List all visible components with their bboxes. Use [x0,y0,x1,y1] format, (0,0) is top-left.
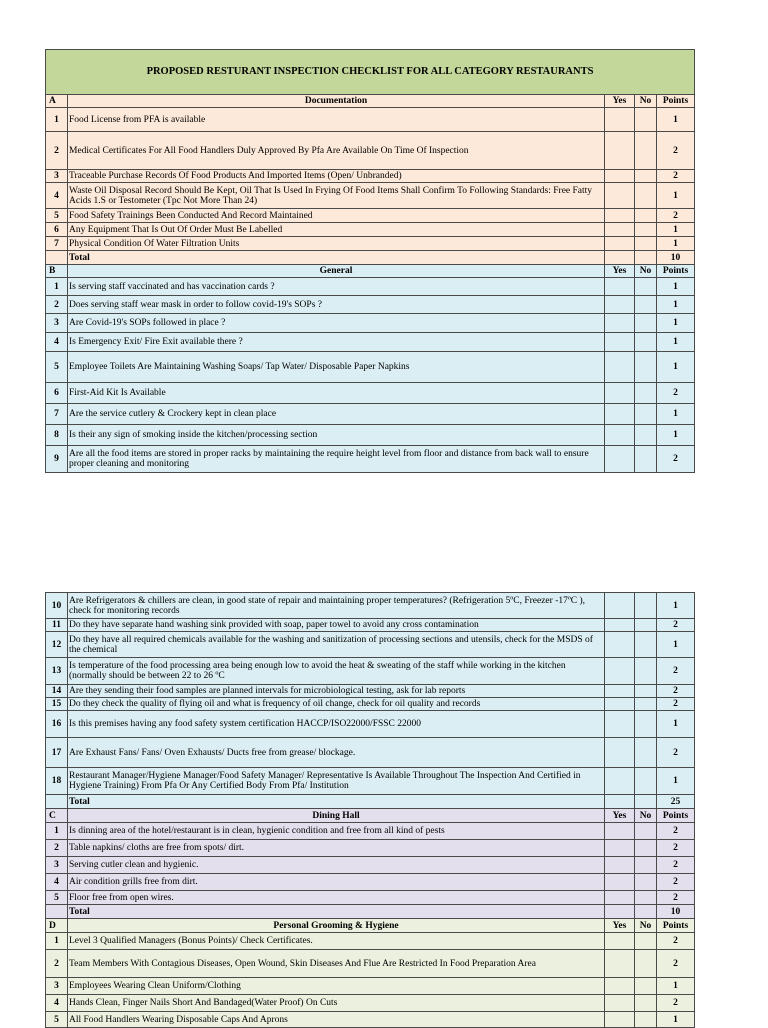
yes-checkbox-cell[interactable] [605,823,635,840]
item-number: 4 [46,333,68,352]
yes-checkbox-cell[interactable] [605,632,635,658]
item-number: 1 [46,278,68,296]
yes-checkbox-cell[interactable] [605,352,635,383]
yes-checkbox-cell[interactable] [605,768,635,795]
item-points: 2 [657,874,695,891]
yes-checkbox-cell[interactable] [605,933,635,950]
item-points: 2 [657,738,695,768]
yes-checkbox-cell[interactable] [605,404,635,425]
item-number: 7 [46,404,68,425]
section-name: Dining Hall [68,809,605,823]
points-header: Points [657,265,695,278]
item-number: 4 [46,874,68,891]
yes-checkbox-cell[interactable] [605,209,635,223]
checklist-table-page-top [45,49,695,473]
section-name: General [68,265,605,278]
table-row [46,296,695,314]
item-text: Are they sending their food samples are planned intervals for microbiological testing, ask for lab reports [68,685,605,698]
item-points: 1 [657,1012,695,1028]
yes-checkbox-cell[interactable] [605,891,635,905]
table-row [46,425,695,446]
item-text: Are Refrigerators & chillers are clean, in good state of repair and maintaining proper temperatures? (Refrigeration 5ºC, Freezer -17ºC ), check for monitoring records [68,593,605,619]
yes-checkbox-cell[interactable] [605,223,635,237]
table-row [46,632,695,658]
total-label: Total [68,905,605,919]
yes-checkbox-cell[interactable] [605,296,635,314]
points-header: Points [657,95,695,108]
item-text: Do they have all required chemicals available for the washing and sanitization of processing sections and utensils, check for the MSDS of the chemical [68,632,605,658]
item-points: 2 [657,857,695,874]
item-text: Do they have separate hand washing sink provided with soap, paper towel to avoid any cross contamination [68,619,605,632]
no-header: No [635,919,657,933]
checklist-title: PROPOSED RESTURANT INSPECTION CHECKLIST FOR ALL CATEGORY RESTAURANTS [46,50,695,95]
item-text: Does serving staff wear mask in order to follow covid-19's SOPs ? [68,296,605,314]
section-header-dining-hall [46,809,695,823]
no-checkbox-cell[interactable] [635,823,657,840]
yes-checkbox-cell[interactable] [605,738,635,768]
no-checkbox-cell[interactable] [635,237,657,251]
yes-checkbox-cell[interactable] [605,108,635,132]
no-header: No [635,809,657,823]
yes-checkbox-cell[interactable] [605,995,635,1012]
total-value: 10 [657,251,695,265]
item-number: 16 [46,711,68,738]
item-points: 2 [657,170,695,183]
yes-checkbox-cell[interactable] [605,950,635,978]
total-row [46,795,695,809]
table-row [46,314,695,333]
yes-checkbox-cell[interactable] [605,314,635,333]
section-name: Personal Grooming & Hygiene [68,919,605,933]
table-row [46,383,695,404]
item-text: Are all the food items are stored in proper racks by maintaining the require height level from floor and distance from back wall to ensure proper cleaning and monitoring [68,446,605,473]
item-text: First-Aid Kit Is Available [68,383,605,404]
no-checkbox-cell[interactable] [635,404,657,425]
no-checkbox-cell[interactable] [635,170,657,183]
total-row [46,251,695,265]
yes-header: Yes [605,95,635,108]
no-checkbox-cell[interactable] [635,296,657,314]
item-points: 1 [657,768,695,795]
table-row [46,840,695,857]
item-points: 2 [657,950,695,978]
table-row [46,823,695,840]
item-text: Is serving staff vaccinated and has vaccination cards ? [68,278,605,296]
points-header: Points [657,809,695,823]
item-number: 2 [46,296,68,314]
yes-checkbox-cell[interactable] [605,333,635,352]
item-number: 13 [46,658,68,685]
item-text: Waste Oil Disposal Record Should Be Kept, Oil That Is Used In Frying Of Food Items Shall Confirm To Following Standards: Free Fatty Acids 1.S or Testometer (Tpc Not More Than 24) [68,183,605,209]
yes-checkbox-cell[interactable] [605,711,635,738]
table-row [46,978,695,995]
table-row [46,768,695,795]
table-row [46,237,695,251]
no-checkbox-cell[interactable] [635,446,657,473]
item-text: Any Equipment That Is Out Of Order Must Be Labelled [68,223,605,237]
item-number: 3 [46,170,68,183]
table-row [46,404,695,425]
no-checkbox-cell[interactable] [635,933,657,950]
item-text: Physical Condition Of Water Filtration Units [68,237,605,251]
item-text: Restaurant Manager/Hygiene Manager/Food Safety Manager/ Representative Is Available Throughout The Inspection And Certified in Hygiene Training) From Pfa Or Any Certified Body From Pfa/ Institution [68,768,605,795]
item-points: 2 [657,685,695,698]
table-row [46,278,695,296]
item-number: 1 [46,933,68,950]
item-number: 14 [46,685,68,698]
table-row [46,685,695,698]
yes-checkbox-cell[interactable] [605,857,635,874]
no-checkbox-cell[interactable] [635,183,657,209]
points-header: Points [657,919,695,933]
yes-checkbox-cell[interactable] [605,840,635,857]
no-checkbox-cell[interactable] [635,278,657,296]
yes-checkbox-cell[interactable] [605,593,635,619]
total-value: 10 [657,905,695,919]
item-points: 1 [657,108,695,132]
yes-header: Yes [605,265,635,278]
no-checkbox-cell[interactable] [635,738,657,768]
item-number: 3 [46,857,68,874]
no-checkbox-cell[interactable] [635,333,657,352]
item-points: 2 [657,209,695,223]
item-text: Is Emergency Exit/ Fire Exit available there ? [68,333,605,352]
section-header-personal-grooming [46,919,695,933]
yes-checkbox-cell[interactable] [605,978,635,995]
no-checkbox-cell[interactable] [635,223,657,237]
table-row [46,108,695,132]
item-points: 2 [657,840,695,857]
item-points: 1 [657,296,695,314]
item-points: 1 [657,632,695,658]
item-text: Are Covid-19's SOPs followed in place ? [68,314,605,333]
no-header: No [635,265,657,278]
item-text: Air condition grills free from dirt. [68,874,605,891]
item-text: Table napkins/ cloths are free from spots/ dirt. [68,840,605,857]
section-name: Documentation [68,95,605,108]
item-points: 1 [657,352,695,383]
section-header-documentation [46,95,695,108]
item-points: 1 [657,978,695,995]
no-checkbox-cell[interactable] [635,1012,657,1028]
yes-checkbox-cell[interactable] [605,446,635,473]
yes-checkbox-cell[interactable] [605,132,635,170]
item-number: 18 [46,768,68,795]
item-number: 1 [46,823,68,840]
item-text: Is temperature of the food processing area being enough low to avoid the heat & sweating of the staff while working in the kitchen (normally should be between 22 to 26 ºC [68,658,605,685]
yes-checkbox-cell[interactable] [605,1012,635,1028]
yes-checkbox-cell[interactable] [605,183,635,209]
item-text: Hands Clean, Finger Nails Short And Bandaged(Water Proof) On Cuts [68,995,605,1012]
item-points: 2 [657,698,695,711]
item-number: 11 [46,619,68,632]
table-row [46,1012,695,1028]
item-text: Employees Wearing Clean Uniform/Clothing [68,978,605,995]
table-row [46,209,695,223]
yes-checkbox-cell[interactable] [605,237,635,251]
no-checkbox-cell[interactable] [635,108,657,132]
total-label: Total [68,795,605,809]
item-text: Are the service cutlery & Crockery kept in clean place [68,404,605,425]
yes-checkbox-cell[interactable] [605,874,635,891]
yes-checkbox-cell[interactable] [605,685,635,698]
no-checkbox-cell[interactable] [635,383,657,404]
yes-checkbox-cell[interactable] [605,170,635,183]
table-row [46,698,695,711]
total-row [46,905,695,919]
item-number: 17 [46,738,68,768]
section-header-general [46,265,695,278]
item-points: 2 [657,995,695,1012]
no-checkbox-cell[interactable] [635,314,657,333]
table-row [46,170,695,183]
item-points: 2 [657,383,695,404]
item-text: Floor free from open wires. [68,891,605,905]
item-text: Traceable Purchase Records Of Food Products And Imported Items (Open/ Unbranded) [68,170,605,183]
table-row [46,132,695,170]
item-points: 1 [657,711,695,738]
no-checkbox-cell[interactable] [635,619,657,632]
table-row [46,874,695,891]
item-text: All Food Handlers Wearing Disposable Caps And Aprons [68,1012,605,1028]
item-number: 2 [46,132,68,170]
no-checkbox-cell[interactable] [635,857,657,874]
table-row [46,352,695,383]
total-label: Total [68,251,605,265]
yes-header: Yes [605,919,635,933]
item-text: Food Safety Trainings Been Conducted And Record Maintained [68,209,605,223]
item-points: 2 [657,933,695,950]
no-checkbox-cell[interactable] [635,711,657,738]
item-number: 5 [46,1012,68,1028]
yes-checkbox-cell[interactable] [605,658,635,685]
section-id: B [46,265,68,278]
table-row [46,593,695,619]
item-text: Is their any sign of smoking inside the kitchen/processing section [68,425,605,446]
item-text: Do they check the quality of flying oil and what is frequency of oil change, check for oil quality and records [68,698,605,711]
item-number: 5 [46,209,68,223]
item-number: 6 [46,383,68,404]
section-id: D [46,919,68,933]
no-checkbox-cell[interactable] [635,425,657,446]
item-number: 5 [46,891,68,905]
item-number: 7 [46,237,68,251]
item-points: 2 [657,823,695,840]
item-number: 1 [46,108,68,132]
item-points: 2 [657,891,695,905]
item-number: 8 [46,425,68,446]
item-points: 2 [657,132,695,170]
no-checkbox-cell[interactable] [635,132,657,170]
item-text: Team Members With Contagious Diseases, Open Wound, Skin Diseases And Flue Are Restricted In Food Preparation Area [68,950,605,978]
no-checkbox-cell[interactable] [635,768,657,795]
item-points: 1 [657,314,695,333]
item-points: 2 [657,658,695,685]
item-number: 10 [46,593,68,619]
table-row [46,950,695,978]
item-points: 1 [657,278,695,296]
no-checkbox-cell[interactable] [635,632,657,658]
item-text: Serving cutler clean and hygienic. [68,857,605,874]
yes-checkbox-cell[interactable] [605,278,635,296]
item-number: 9 [46,446,68,473]
item-number: 2 [46,950,68,978]
item-text: Medical Certificates For All Food Handlers Duly Approved By Pfa Are Available On Time Of Inspection [68,132,605,170]
no-checkbox-cell[interactable] [635,698,657,711]
no-checkbox-cell[interactable] [635,950,657,978]
yes-header: Yes [605,809,635,823]
no-checkbox-cell[interactable] [635,593,657,619]
table-row [46,183,695,209]
item-text: Food License from PFA is available [68,108,605,132]
item-text: Is dinning area of the hotel/restaurant is in clean, hygienic condition and free from all kind of pests [68,823,605,840]
item-points: 2 [657,619,695,632]
item-points: 1 [657,183,695,209]
item-text: Are Exhaust Fans/ Fans/ Oven Exhausts/ Ducts free from grease/ blockage. [68,738,605,768]
yes-checkbox-cell[interactable] [605,383,635,404]
item-text: Employee Toilets Are Maintaining Washing Soaps/ Tap Water/ Disposable Paper Napkins [68,352,605,383]
no-checkbox-cell[interactable] [635,209,657,223]
section-id: A [46,95,68,108]
item-number: 4 [46,183,68,209]
no-checkbox-cell[interactable] [635,995,657,1012]
section-id: C [46,809,68,823]
item-number: 2 [46,840,68,857]
item-number: 3 [46,314,68,333]
table-row [46,891,695,905]
no-checkbox-cell[interactable] [635,685,657,698]
no-checkbox-cell[interactable] [635,891,657,905]
no-checkbox-cell[interactable] [635,658,657,685]
table-row [46,857,695,874]
no-checkbox-cell[interactable] [635,978,657,995]
item-number: 15 [46,698,68,711]
item-points: 1 [657,425,695,446]
total-value: 25 [657,795,695,809]
table-row [46,711,695,738]
item-number: 5 [46,352,68,383]
item-points: 1 [657,593,695,619]
item-text: Is this premises having any food safety system certification HACCP/ISO22000/FSSC 22000 [68,711,605,738]
item-points: 1 [657,333,695,352]
item-number: 6 [46,223,68,237]
item-text: Level 3 Qualified Managers (Bonus Points)/ Check Certificates. [68,933,605,950]
table-row [46,738,695,768]
table-row [46,658,695,685]
yes-checkbox-cell[interactable] [605,698,635,711]
item-points: 2 [657,446,695,473]
item-number: 3 [46,978,68,995]
item-number: 12 [46,632,68,658]
no-header: No [635,95,657,108]
item-number: 4 [46,995,68,1012]
yes-checkbox-cell[interactable] [605,619,635,632]
table-row [46,223,695,237]
no-checkbox-cell[interactable] [635,352,657,383]
table-row [46,995,695,1012]
table-row [46,333,695,352]
item-points: 1 [657,223,695,237]
table-row [46,933,695,950]
checklist-table-page-bottom [45,592,695,1028]
no-checkbox-cell[interactable] [635,840,657,857]
item-points: 1 [657,404,695,425]
yes-checkbox-cell[interactable] [605,425,635,446]
no-checkbox-cell[interactable] [635,874,657,891]
table-row [46,446,695,473]
table-row [46,619,695,632]
item-points: 1 [657,237,695,251]
